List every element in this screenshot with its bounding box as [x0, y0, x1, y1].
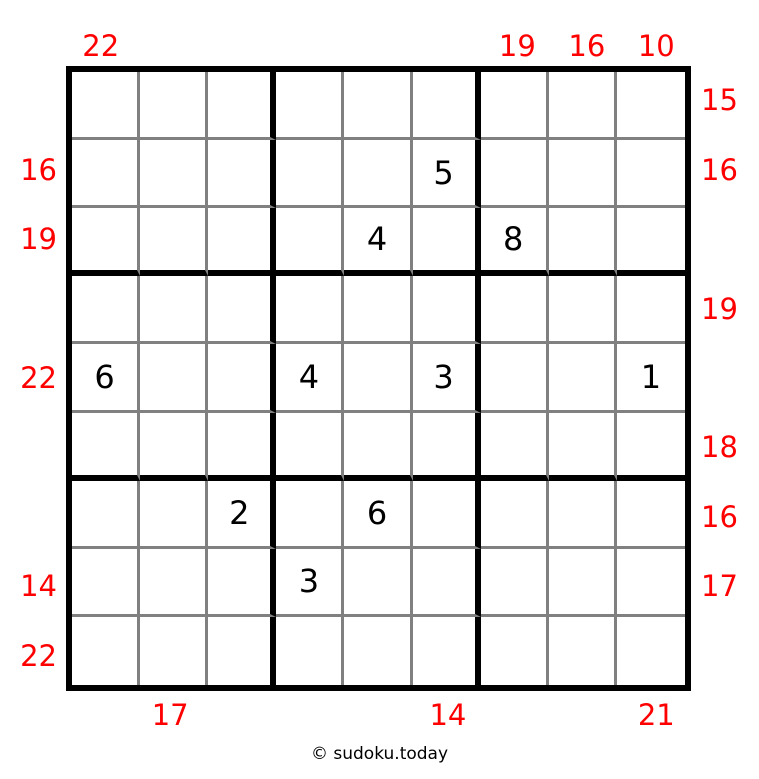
- cell-r4c6[interactable]: [413, 276, 481, 344]
- cell-r9c7[interactable]: [481, 617, 549, 685]
- frame-clues-left: [0, 66, 62, 691]
- frame-clue-top-3: [205, 29, 274, 63]
- cell-r8c7[interactable]: [481, 549, 549, 617]
- cell-r9c6[interactable]: [413, 617, 481, 685]
- cell-r4c1[interactable]: [72, 276, 140, 344]
- frame-clue-top-1: 22: [82, 28, 120, 63]
- cell-r2c5[interactable]: [344, 140, 412, 208]
- cell-r7c3[interactable]: 2: [208, 481, 276, 549]
- cell-r8c2[interactable]: [140, 549, 208, 617]
- frame-clue-left-3: 19: [20, 222, 57, 257]
- cell-r8c3[interactable]: [208, 549, 276, 617]
- cell-r7c9[interactable]: [617, 481, 685, 549]
- cell-r4c7[interactable]: [481, 276, 549, 344]
- cell-r7c1[interactable]: [72, 481, 140, 549]
- cell-r8c8[interactable]: [549, 549, 617, 617]
- frame-clue-top-4: [274, 29, 343, 63]
- cell-r2c4[interactable]: [276, 140, 344, 208]
- cell-r5c1[interactable]: 6: [72, 344, 140, 412]
- frame-clue-bottom-4: [274, 698, 343, 732]
- frame-clue-right-9: [695, 622, 759, 691]
- cell-r5c3[interactable]: [208, 344, 276, 412]
- sudoku-board: [66, 66, 691, 691]
- cell-r3c8[interactable]: [549, 208, 617, 276]
- cell-r1c4[interactable]: [276, 72, 344, 140]
- cell-r3c7[interactable]: 8: [481, 208, 549, 276]
- cell-r7c6[interactable]: [413, 481, 481, 549]
- cell-r4c2[interactable]: [140, 276, 208, 344]
- frame-clue-left-8: 14: [20, 569, 57, 604]
- frame-clue-left-2: 16: [20, 152, 57, 187]
- cell-r7c7[interactable]: [481, 481, 549, 549]
- cell-r8c1[interactable]: [72, 549, 140, 617]
- cell-r1c1[interactable]: [72, 72, 140, 140]
- cell-r3c5[interactable]: 4: [344, 208, 412, 276]
- cell-r8c9[interactable]: [617, 549, 685, 617]
- frame-clues-bottom: [66, 698, 691, 732]
- cell-r2c6[interactable]: 5: [413, 140, 481, 208]
- cell-r2c9[interactable]: [617, 140, 685, 208]
- cell-r3c6[interactable]: [413, 208, 481, 276]
- frame-clue-right-3: [695, 205, 759, 274]
- cell-r2c8[interactable]: [549, 140, 617, 208]
- frame-clue-bottom-8: [552, 698, 621, 732]
- frame-clue-top-6: [413, 29, 482, 63]
- cell-r7c2[interactable]: [140, 481, 208, 549]
- cell-r1c5[interactable]: [344, 72, 412, 140]
- cell-r4c3[interactable]: [208, 276, 276, 344]
- cell-r9c3[interactable]: [208, 617, 276, 685]
- cell-r9c8[interactable]: [549, 617, 617, 685]
- cell-r2c3[interactable]: [208, 140, 276, 208]
- cell-r6c1[interactable]: [72, 413, 140, 481]
- frame-clues-right: [695, 66, 759, 691]
- frame-clue-right-8: 17: [701, 569, 738, 604]
- frame-clue-right-7: 16: [701, 499, 738, 534]
- frame-clue-left-7: [0, 483, 62, 552]
- cell-r7c5[interactable]: 6: [344, 481, 412, 549]
- cell-r5c6[interactable]: 3: [413, 344, 481, 412]
- cell-r4c8[interactable]: [549, 276, 617, 344]
- frame-clues-top: [66, 29, 691, 63]
- cell-r3c1[interactable]: [72, 208, 140, 276]
- cell-r3c3[interactable]: [208, 208, 276, 276]
- cell-r2c1[interactable]: [72, 140, 140, 208]
- frame-clue-left-5: 22: [20, 360, 57, 395]
- cell-r9c1[interactable]: [72, 617, 140, 685]
- frame-clue-top-9: 10: [637, 28, 675, 63]
- cell-r1c9[interactable]: [617, 72, 685, 140]
- cell-r1c3[interactable]: [208, 72, 276, 140]
- cell-r7c8[interactable]: [549, 481, 617, 549]
- cell-r3c4[interactable]: [276, 208, 344, 276]
- frame-clue-right-6: 18: [701, 430, 738, 465]
- frame-clue-left-9: 22: [20, 638, 57, 673]
- frame-clue-left-1: [0, 66, 62, 135]
- frame-clue-top-8: 16: [568, 28, 606, 63]
- frame-clue-bottom-6: 14: [429, 697, 467, 732]
- cell-r5c9[interactable]: 1: [617, 344, 685, 412]
- frame-clue-right-1: 15: [701, 83, 738, 118]
- cell-r6c5[interactable]: [344, 413, 412, 481]
- frame-clue-bottom-5: [344, 698, 413, 732]
- cell-r6c4[interactable]: [276, 413, 344, 481]
- cell-r5c4[interactable]: 4: [276, 344, 344, 412]
- cell-r9c5[interactable]: [344, 617, 412, 685]
- cell-r6c6[interactable]: [413, 413, 481, 481]
- cell-r8c5[interactable]: [344, 549, 412, 617]
- cell-r6c7[interactable]: [481, 413, 549, 481]
- cell-r9c9[interactable]: [617, 617, 685, 685]
- frame-clue-right-2: 16: [701, 152, 738, 187]
- cell-r6c3[interactable]: [208, 413, 276, 481]
- frame-clue-bottom-3: [205, 698, 274, 732]
- cell-r9c2[interactable]: [140, 617, 208, 685]
- cell-r9c4[interactable]: [276, 617, 344, 685]
- cell-r1c6[interactable]: [413, 72, 481, 140]
- cell-r4c5[interactable]: [344, 276, 412, 344]
- cell-r1c8[interactable]: [549, 72, 617, 140]
- frame-clue-bottom-7: [483, 698, 552, 732]
- cell-r7c4[interactable]: [276, 481, 344, 549]
- cell-r5c5[interactable]: [344, 344, 412, 412]
- frame-clue-left-6: [0, 413, 62, 482]
- frame-clue-top-7: 19: [498, 28, 536, 63]
- frame-clue-right-4: 19: [701, 291, 738, 326]
- cell-r4c4[interactable]: [276, 276, 344, 344]
- cell-r8c4[interactable]: 3: [276, 549, 344, 617]
- frame-clue-left-4: [0, 274, 62, 343]
- site-credit: © sudoku.today: [310, 744, 449, 764]
- cell-r1c7[interactable]: [481, 72, 549, 140]
- frame-clue-bottom-1: [66, 698, 135, 732]
- cell-r4c9[interactable]: [617, 276, 685, 344]
- cell-r6c9[interactable]: [617, 413, 685, 481]
- cell-r5c7[interactable]: [481, 344, 549, 412]
- cell-r5c8[interactable]: [549, 344, 617, 412]
- cell-r2c2[interactable]: [140, 140, 208, 208]
- cell-r3c2[interactable]: [140, 208, 208, 276]
- cell-r3c9[interactable]: [617, 208, 685, 276]
- cell-r1c2[interactable]: [140, 72, 208, 140]
- frame-clue-bottom-2: 17: [151, 697, 189, 732]
- cell-r8c6[interactable]: [413, 549, 481, 617]
- frame-clue-right-5: [695, 344, 759, 413]
- frame-clue-top-5: [344, 29, 413, 63]
- cell-r5c2[interactable]: [140, 344, 208, 412]
- cell-r6c2[interactable]: [140, 413, 208, 481]
- cell-r2c7[interactable]: [481, 140, 549, 208]
- cell-r6c8[interactable]: [549, 413, 617, 481]
- frame-clue-bottom-9: 21: [637, 697, 675, 732]
- frame-clue-top-2: [135, 29, 204, 63]
